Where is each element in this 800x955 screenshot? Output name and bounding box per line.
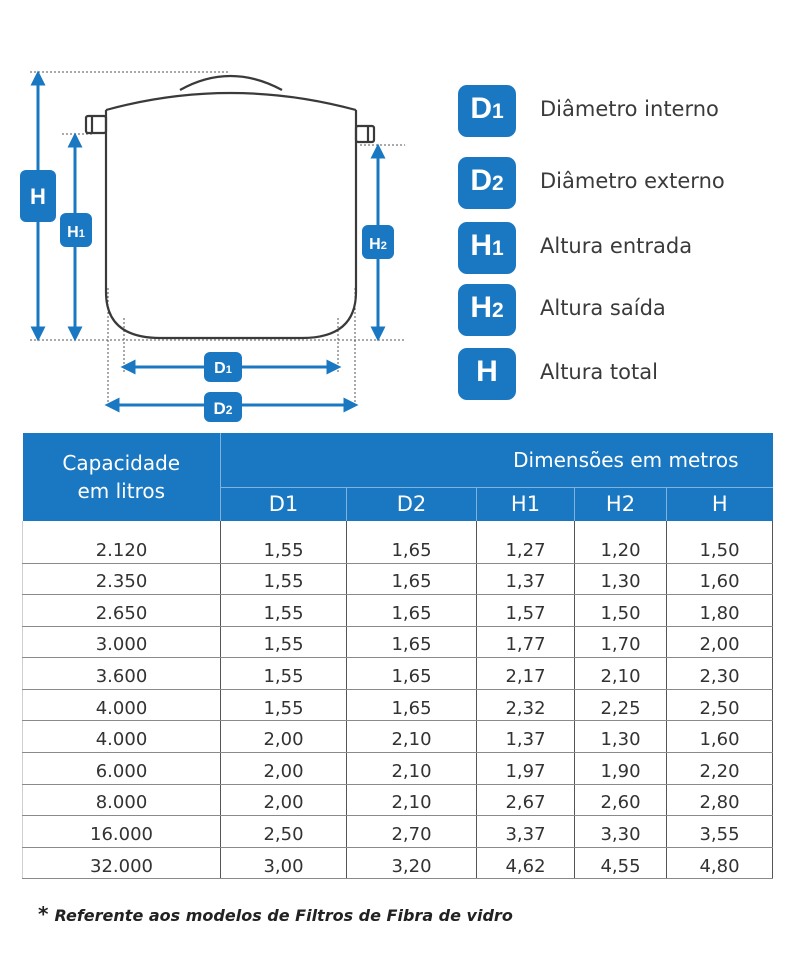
- dimension-cell: 1,55: [221, 521, 347, 563]
- dimension-cell: 1,65: [347, 595, 477, 627]
- dimension-cell: 3,55: [667, 816, 773, 848]
- svg-text:H1: H1: [67, 224, 85, 241]
- dimension-cell: 3,30: [575, 816, 667, 848]
- dimension-cell: 2,67: [477, 784, 575, 816]
- dimension-cell: 1,55: [221, 689, 347, 721]
- dimension-cell: 1,65: [347, 521, 477, 563]
- table-row: [23, 595, 773, 627]
- dimension-cell: 2,20: [667, 753, 773, 785]
- dimension-cell: 1,80: [667, 595, 773, 627]
- dimension-cell: 2,30: [667, 658, 773, 690]
- capacity-cell: 6.000: [23, 753, 221, 785]
- dimension-cell: 2,10: [347, 721, 477, 753]
- column-header: H2: [575, 487, 667, 521]
- dimension-cell: 1,90: [575, 753, 667, 785]
- capacity-cell: 4.000: [23, 689, 221, 721]
- footnote: * Referente aos modelos de Filtros de Fibra de vidro: [38, 902, 513, 926]
- dimension-cell: 1,30: [575, 721, 667, 753]
- dimension-cell: 1,65: [347, 626, 477, 658]
- dimension-cell: 1,65: [347, 563, 477, 595]
- legend-item-h2: [458, 284, 788, 340]
- dimension-cell: 1,20: [575, 521, 667, 563]
- table-row: [23, 816, 773, 848]
- label-H1: [60, 213, 92, 247]
- table-row: [23, 847, 773, 879]
- dimension-cell: 1,77: [477, 626, 575, 658]
- dimension-cell: 1,55: [221, 595, 347, 627]
- d1-badge: D 1: [458, 85, 516, 137]
- column-header: H1: [477, 487, 575, 521]
- dimension-cell: 2,10: [347, 753, 477, 785]
- table-row: [23, 626, 773, 658]
- svg-text:D2: D2: [213, 399, 233, 418]
- capacity-cell: 3.000: [23, 626, 221, 658]
- table-row: [23, 658, 773, 690]
- dimension-cell: 4,80: [667, 847, 773, 879]
- dimension-cell: 1,65: [347, 689, 477, 721]
- dimension-cell: 2,60: [575, 784, 667, 816]
- dimensions-table: [22, 433, 772, 879]
- svg-text:D1: D1: [214, 360, 232, 377]
- table-row: [23, 521, 773, 563]
- svg-text:H2: H2: [369, 236, 387, 253]
- dimension-cell: 2,25: [575, 689, 667, 721]
- h2-badge: H 2: [458, 284, 516, 336]
- label-D1: [204, 352, 242, 382]
- dimensions-header: Dimensões em metros: [221, 433, 773, 487]
- capacity-cell: 3.600: [23, 658, 221, 690]
- dimension-cell: 1,55: [221, 626, 347, 658]
- h-badge: H: [458, 348, 516, 400]
- label-H: [20, 170, 56, 222]
- capacity-cell: 2.120: [23, 521, 221, 563]
- table-row: [23, 753, 773, 785]
- dimension-cell: 3,20: [347, 847, 477, 879]
- capacity-cell: 32.000: [23, 847, 221, 879]
- dimension-cell: 1,50: [575, 595, 667, 627]
- h1-badge: H 1: [458, 222, 516, 274]
- dimension-cell: 1,60: [667, 563, 773, 595]
- dimension-cell: 1,97: [477, 753, 575, 785]
- label-H2: [362, 225, 394, 259]
- dimension-cell: 1,55: [221, 563, 347, 595]
- dimension-cell: 2,80: [667, 784, 773, 816]
- dimension-cell: 3,37: [477, 816, 575, 848]
- capacity-cell: 4.000: [23, 721, 221, 753]
- column-header: H: [667, 487, 773, 521]
- dimension-cell: 1,55: [221, 658, 347, 690]
- column-header: D2: [347, 487, 477, 521]
- tank-diagram: [0, 0, 440, 430]
- dimension-cell: 2,50: [221, 816, 347, 848]
- legend-item-d2: [458, 157, 788, 213]
- svg-text:H: H: [30, 184, 46, 209]
- label-D2: [204, 392, 242, 422]
- dimension-cell: 1,37: [477, 563, 575, 595]
- legend-text-h: Altura total: [540, 360, 658, 384]
- dimension-cell: 2,10: [575, 658, 667, 690]
- dimension-cell: 2,00: [221, 721, 347, 753]
- column-header: D1: [221, 487, 347, 521]
- dimension-cell: 3,00: [221, 847, 347, 879]
- dimension-cell: 2,17: [477, 658, 575, 690]
- dimension-cell: 2,00: [221, 784, 347, 816]
- capacity-cell: 2.650: [23, 595, 221, 627]
- d2-badge: D 2: [458, 157, 516, 209]
- dimension-cell: 2,00: [667, 626, 773, 658]
- table-row: [23, 784, 773, 816]
- capacity-cell: 8.000: [23, 784, 221, 816]
- dimension-cell: 4,62: [477, 847, 575, 879]
- dimension-cell: 1,27: [477, 521, 575, 563]
- legend-item-h1: [458, 222, 788, 278]
- legend-text-h2: Altura saída: [540, 296, 666, 320]
- dimension-cell: 1,60: [667, 721, 773, 753]
- table-row: [23, 721, 773, 753]
- tank-outline: [86, 76, 374, 338]
- dimension-cell: 4,55: [575, 847, 667, 879]
- dimension-cell: 1,65: [347, 658, 477, 690]
- legend-text-d1: Diâmetro interno: [540, 97, 719, 121]
- legend-item-d1: [458, 85, 788, 141]
- dimension-cell: 2,32: [477, 689, 575, 721]
- dimension-cell: 2,10: [347, 784, 477, 816]
- capacity-header: Capacidade em litros: [23, 433, 221, 521]
- dimension-cell: 1,70: [575, 626, 667, 658]
- dimension-cell: 2,70: [347, 816, 477, 848]
- dimension-cell: 1,37: [477, 721, 575, 753]
- legend-text-d2: Diâmetro externo: [540, 169, 725, 193]
- capacity-cell: 2.350: [23, 563, 221, 595]
- dimension-cell: 2,00: [221, 753, 347, 785]
- table-row: [23, 563, 773, 595]
- dimension-cell: 1,50: [667, 521, 773, 563]
- legend-text-h1: Altura entrada: [540, 234, 693, 258]
- dimension-cell: 1,57: [477, 595, 575, 627]
- capacity-cell: 16.000: [23, 816, 221, 848]
- dimension-cell: 2,50: [667, 689, 773, 721]
- dimension-cell: 1,30: [575, 563, 667, 595]
- table-row: [23, 689, 773, 721]
- legend-item-h: [458, 348, 788, 404]
